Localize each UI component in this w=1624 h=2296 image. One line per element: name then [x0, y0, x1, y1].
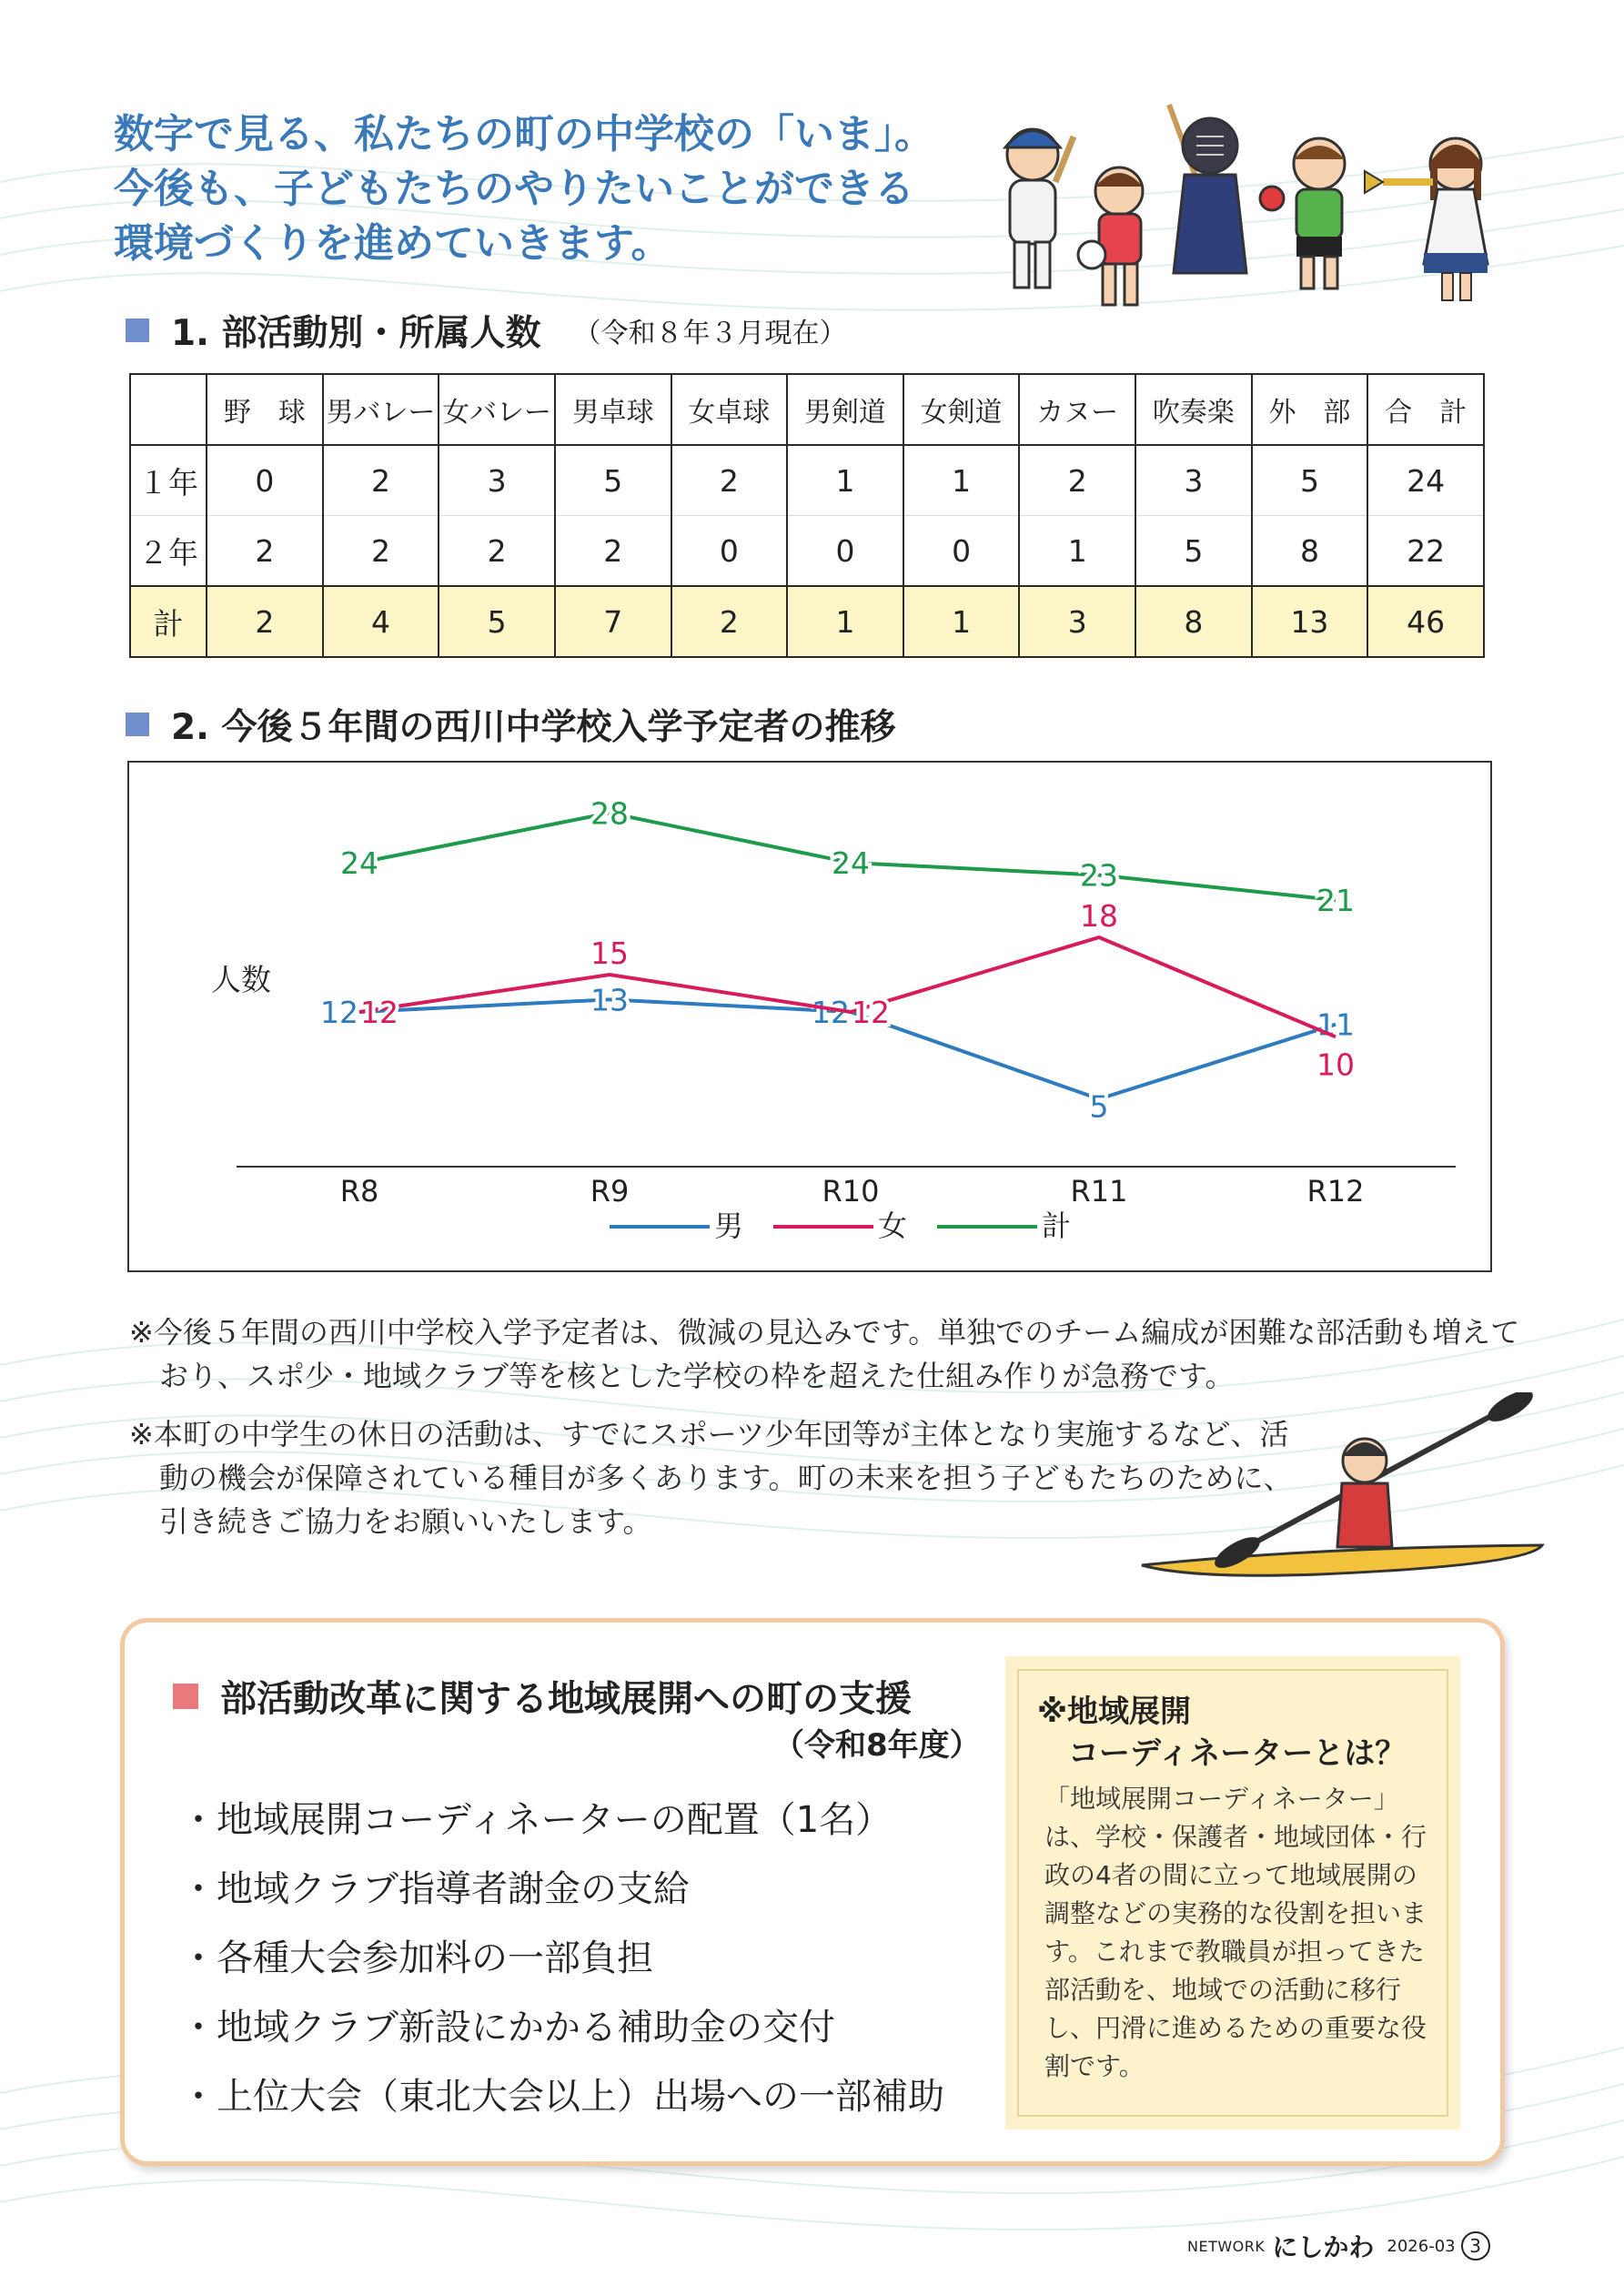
kendo-player-icon — [1169, 105, 1246, 273]
table-cell: 1 — [903, 445, 1020, 516]
y-axis-label: 人数 — [211, 962, 271, 997]
table-cell: 2 — [671, 586, 788, 657]
table-cell: 0 — [787, 516, 903, 587]
square-bullet-icon — [126, 713, 149, 736]
coordinator-note-body: 「地域展開コーディネーター」は、学校・保護者・地域団体・行政の4者の間に立って地域展開の調整などの実務的な役割を担います。これまで教職員が担ってきた部活動を、地域での活動に移行し、円滑に進めるための重要な役割です。 — [1044, 1784, 1427, 2081]
table-cell: 8 — [1135, 586, 1252, 657]
table-cell: 2 — [323, 445, 439, 516]
headline-line-1: 数字で見る、私たちの町の中学校の「いま」。 — [114, 111, 934, 157]
students-club-activities-illustration — [983, 91, 1528, 319]
table-cell: 1 — [787, 586, 903, 657]
table-header-cell: 女バレー — [439, 374, 555, 445]
table-row — [130, 445, 1484, 516]
table-cell: 2 — [323, 516, 439, 587]
table-row — [130, 516, 1484, 587]
table-row-header: １年 — [130, 445, 207, 516]
note-paragraph: ※今後５年間の西川中学校入学予定者は、微減の見込みです。単独でのチーム編成が困難な部活動も増えており、スポ少・地域クラブ等を核とした学校の枠を超えた仕組み作りが急務です。 — [129, 1315, 1520, 1393]
legend-label: 女 — [878, 1209, 908, 1243]
list-item: ・ 地域クラブ指導者謝金の支給 — [180, 1855, 944, 1924]
table-cell: 8 — [1252, 516, 1368, 587]
headline — [114, 107, 987, 271]
list-item: ・ 地域展開コーディネーターの配置（1名） — [180, 1785, 944, 1855]
table-cell: 1 — [903, 586, 1020, 657]
coordinator-note-title-line1: ※地域展開 — [1037, 1694, 1192, 1730]
table-cell: 0 — [671, 516, 788, 587]
data-label: 13 — [590, 982, 629, 1018]
table-cell: 2 — [439, 516, 555, 587]
footer-network-label: NETWORK — [1187, 2237, 1266, 2255]
table-cell: 0 — [903, 516, 1020, 587]
table-cell: 1 — [787, 445, 903, 516]
x-tick-label: R10 — [822, 1174, 880, 1209]
table-header-row — [130, 374, 1484, 445]
table-cell: 5 — [1252, 445, 1368, 516]
legend-label: 男 — [714, 1209, 744, 1243]
table-header-cell: 男卓球 — [555, 374, 671, 445]
table-cell: 5 — [555, 445, 671, 516]
headline-line-3: 環境づくりを進めていきます。 — [114, 220, 671, 267]
table-cell: 1 — [1019, 516, 1135, 587]
table-cell: 13 — [1252, 586, 1368, 657]
club-membership-table — [129, 373, 1485, 652]
table-row-header: 計 — [130, 586, 207, 657]
table-header-cell: 合 計 — [1367, 374, 1484, 445]
support-title: 部活動改革に関する地域展開への町の支援 — [220, 1678, 912, 1720]
data-label: 23 — [1080, 857, 1118, 894]
table-cell: 22 — [1367, 516, 1484, 587]
x-tick-label: R9 — [590, 1174, 630, 1209]
support-heading — [173, 1670, 912, 1722]
support-list — [180, 1785, 944, 2131]
table-cell: 3 — [1019, 586, 1135, 657]
coordinator-note-title-line2: コーディネーターとは？ — [1068, 1735, 1407, 1772]
table-cell: 46 — [1367, 586, 1484, 657]
support-subtitle: （令和8年度） — [773, 1727, 981, 1764]
note-paragraph: ※本町の中学生の休日の活動は、すでにスポーツ少年団等が主体となり実施するなど、活動の機会が保障されている種目が多くあります。町の未来を担う子どもたちのために、引き続きご協力をお願いいたします。 — [129, 1417, 1293, 1539]
data-label: 21 — [1316, 883, 1355, 918]
table-header-cell: 男バレー — [323, 374, 439, 445]
coordinator-note-title — [1037, 1691, 1406, 1775]
data-label: 18 — [1080, 898, 1118, 934]
data-label: 28 — [590, 795, 629, 832]
section2-title: 2. 今後５年間の西川中学校入学予定者の推移 — [171, 707, 896, 748]
legend-label: 計 — [1042, 1209, 1072, 1243]
volleyball-player-icon — [1078, 167, 1143, 305]
data-label: 10 — [1316, 1047, 1355, 1083]
table-cell: 5 — [1135, 516, 1252, 587]
table-cell: 2 — [207, 516, 323, 587]
table-cell: 3 — [1135, 445, 1252, 516]
data-label: 11 — [1316, 1006, 1355, 1043]
data-label: 24 — [832, 845, 870, 881]
table-cell: 2 — [207, 586, 323, 657]
headline-line-2: 今後も、子どもたちのやりたいことができる — [114, 166, 914, 212]
table-cell: 5 — [439, 586, 555, 657]
data-label: 12 — [852, 995, 890, 1030]
table-cell: 7 — [555, 586, 671, 657]
table-header-cell: 女剣道 — [903, 374, 1020, 445]
list-item: ・ 上位大会（東北大会以上）出場への一部補助 — [180, 2062, 944, 2131]
baseball-player-icon — [1005, 129, 1074, 288]
table-cell: 2 — [671, 445, 788, 516]
data-label: 24 — [340, 845, 378, 881]
data-label: 12 — [812, 995, 850, 1030]
table-header-cell: 女卓球 — [671, 374, 788, 445]
table-tennis-player-icon — [1260, 138, 1345, 288]
table-total-row — [130, 586, 1484, 657]
footer — [1187, 2228, 1490, 2264]
x-tick-label: R8 — [339, 1174, 379, 1209]
section2-heading — [126, 699, 896, 750]
table-cell: 2 — [555, 516, 671, 587]
square-bullet-icon — [126, 319, 149, 342]
section1-heading — [126, 305, 847, 356]
data-label: 5 — [1089, 1088, 1109, 1125]
table-header-cell: カヌー — [1019, 374, 1135, 445]
section1-title: 1. 部活動別・所属人数 — [171, 313, 541, 354]
section1-date-note: （令和８年３月現在） — [573, 318, 847, 349]
table-cell: 2 — [1019, 445, 1135, 516]
list-item: ・ 地域クラブ新設にかかる補助金の交付 — [180, 1993, 944, 2062]
table-header-cell: 外 部 — [1252, 374, 1368, 445]
table-cell: 4 — [323, 586, 439, 657]
table-header-cell — [130, 374, 207, 445]
table-cell: 0 — [207, 445, 323, 516]
data-label: 12 — [360, 995, 398, 1030]
data-label: 12 — [320, 995, 358, 1030]
square-bullet-icon — [173, 1684, 198, 1709]
x-tick-label: R12 — [1306, 1174, 1365, 1209]
page-number: 3 — [1461, 2231, 1490, 2261]
data-label: 15 — [590, 936, 629, 971]
enrollment-line-chart — [127, 761, 1492, 1270]
table-header-cell: 野 球 — [207, 374, 323, 445]
x-tick-label: R11 — [1070, 1174, 1128, 1209]
table-header-cell: 吹奏楽 — [1135, 374, 1252, 445]
table-cell: 24 — [1367, 445, 1484, 516]
brass-band-player-icon — [1365, 138, 1488, 300]
table-row-header: ２年 — [130, 516, 207, 587]
footer-publication-name: にしかわ — [1272, 2232, 1375, 2262]
canoe-paddler-illustration — [1137, 1392, 1547, 1593]
footer-issue: 2026-03 — [1387, 2236, 1456, 2256]
table-cell: 3 — [439, 445, 555, 516]
table-header-cell: 男剣道 — [787, 374, 903, 445]
list-item: ・ 各種大会参加料の一部負担 — [180, 1924, 944, 1993]
